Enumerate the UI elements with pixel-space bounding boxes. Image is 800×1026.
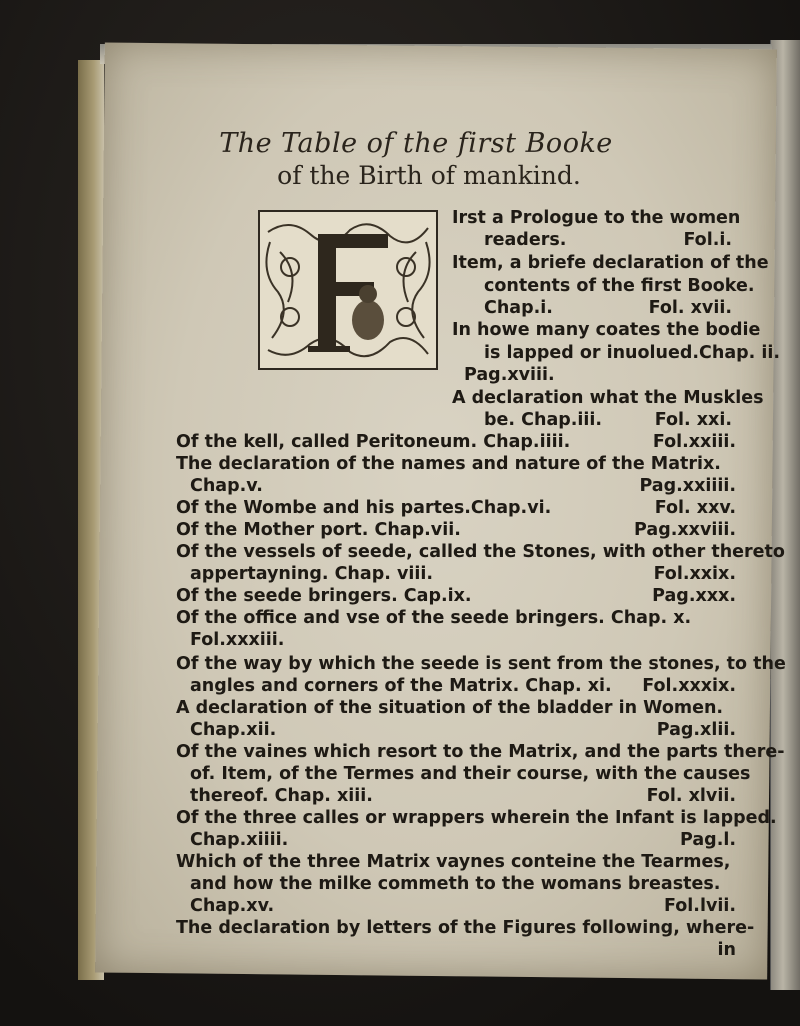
heading-line-2: of the Birth of mankind. (277, 161, 581, 190)
page-heading (100, 128, 772, 190)
heading-line-1: The Table of the first Booke (219, 128, 613, 159)
decorated-initial-icon (260, 212, 436, 368)
decorated-initial (258, 210, 438, 370)
